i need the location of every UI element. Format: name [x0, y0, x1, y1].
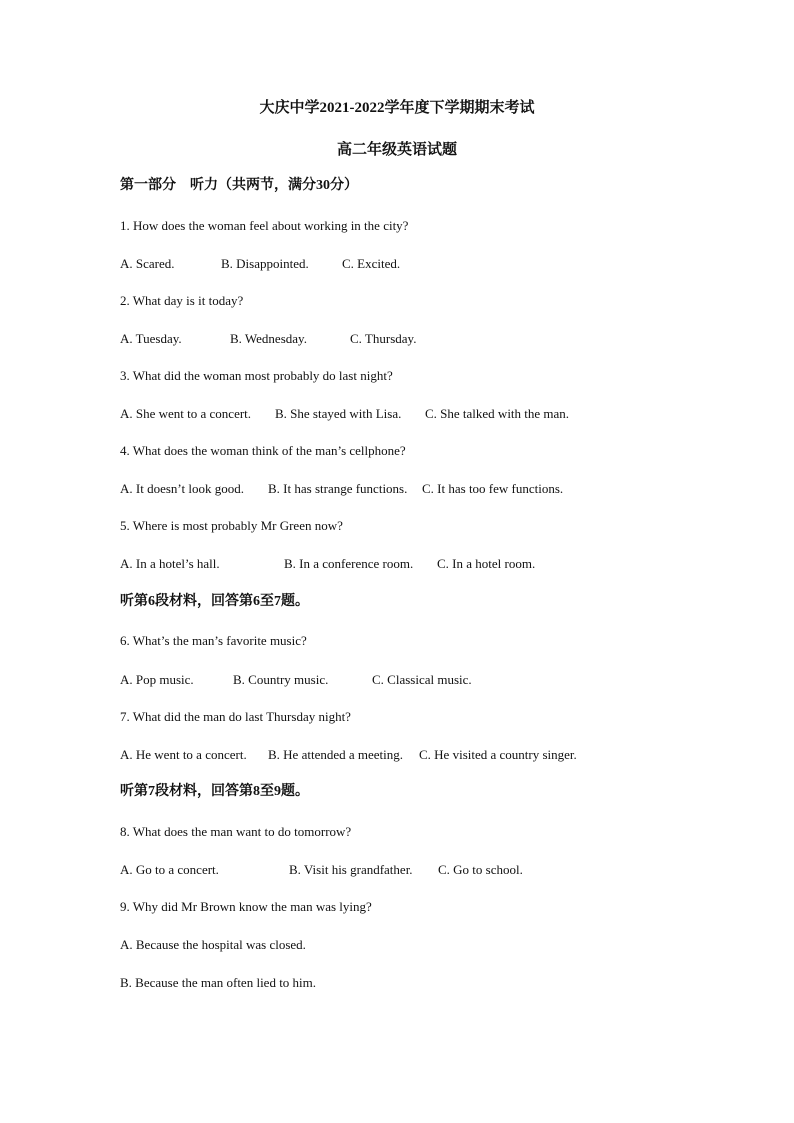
question-2-option-c: C. Thursday.	[350, 331, 417, 346]
question-1: 1. How does the woman feel about working in the city?	[120, 218, 409, 233]
question-9: 9. Why did Mr Brown know the man was lying?	[120, 899, 372, 914]
question-1-option-b: B. Disappointed.	[221, 256, 309, 271]
question-4-option-c: C. It has too few functions.	[422, 481, 564, 496]
question-7-option-c: C. He visited a country singer.	[419, 747, 577, 762]
question-5-option-b: B. In a conference room.	[284, 556, 414, 571]
question-4-option-b: B. It has strange functions.	[268, 481, 408, 496]
question-8-option-c: C. Go to school.	[438, 862, 523, 877]
question-7-option-b: B. He attended a meeting.	[268, 747, 404, 762]
question-9-option-a: A. Because the hospital was closed.	[120, 937, 306, 952]
part-heading: 第一部分 听力（共两节，满分30分）	[120, 178, 358, 193]
question-3-option-b: B. She stayed with Lisa.	[275, 406, 402, 421]
question-3-option-c: C. She talked with the man.	[425, 406, 570, 421]
question-6-option-b: B. Country music.	[233, 672, 329, 687]
instruction-segment-7: 听第7段材料，回答第8至9题。	[120, 784, 309, 799]
question-7: 7. What did the man do last Thursday night?	[120, 709, 351, 724]
question-4-option-a: A. It doesn’t look good.	[120, 481, 244, 496]
question-5-option-a: A. In a hotel’s hall.	[120, 556, 220, 571]
instruction-segment-6: 听第6段材料，回答第6至7题。	[120, 594, 309, 609]
question-6-option-c: C. Classical music.	[372, 672, 472, 687]
question-8-option-b: B. Visit his grandfather.	[289, 862, 413, 877]
question-5-option-c: C. In a hotel room.	[437, 556, 536, 571]
question-4: 4. What does the woman think of the man’s cellphone?	[120, 443, 406, 458]
question-7-option-a: A. He went to a concert.	[120, 747, 247, 762]
question-6-option-a: A. Pop music.	[120, 672, 194, 687]
question-1-option-c: C. Excited.	[342, 256, 401, 271]
question-8: 8. What does the man want to do tomorrow?	[120, 824, 352, 839]
question-5: 5. Where is most probably Mr Green now?	[120, 518, 343, 533]
question-3: 3. What did the woman most probably do last night?	[120, 368, 393, 383]
question-2-option-a: A. Tuesday.	[120, 331, 182, 346]
question-8-option-a: A. Go to a concert.	[120, 862, 219, 877]
page-subtitle: 高二年级英语试题	[336, 142, 457, 158]
question-2-option-b: B. Wednesday.	[230, 331, 307, 346]
question-6: 6. What’s the man’s favorite music?	[120, 633, 307, 648]
question-2: 2. What day is it today?	[120, 293, 244, 308]
page-title: 大庆中学2021-2022学年度下学期期末考试	[259, 100, 535, 116]
question-9-option-b: B. Because the man often lied to him.	[120, 975, 317, 990]
question-3-option-a: A. She went to a concert.	[120, 406, 252, 421]
question-1-option-a: A. Scared.	[120, 256, 175, 271]
